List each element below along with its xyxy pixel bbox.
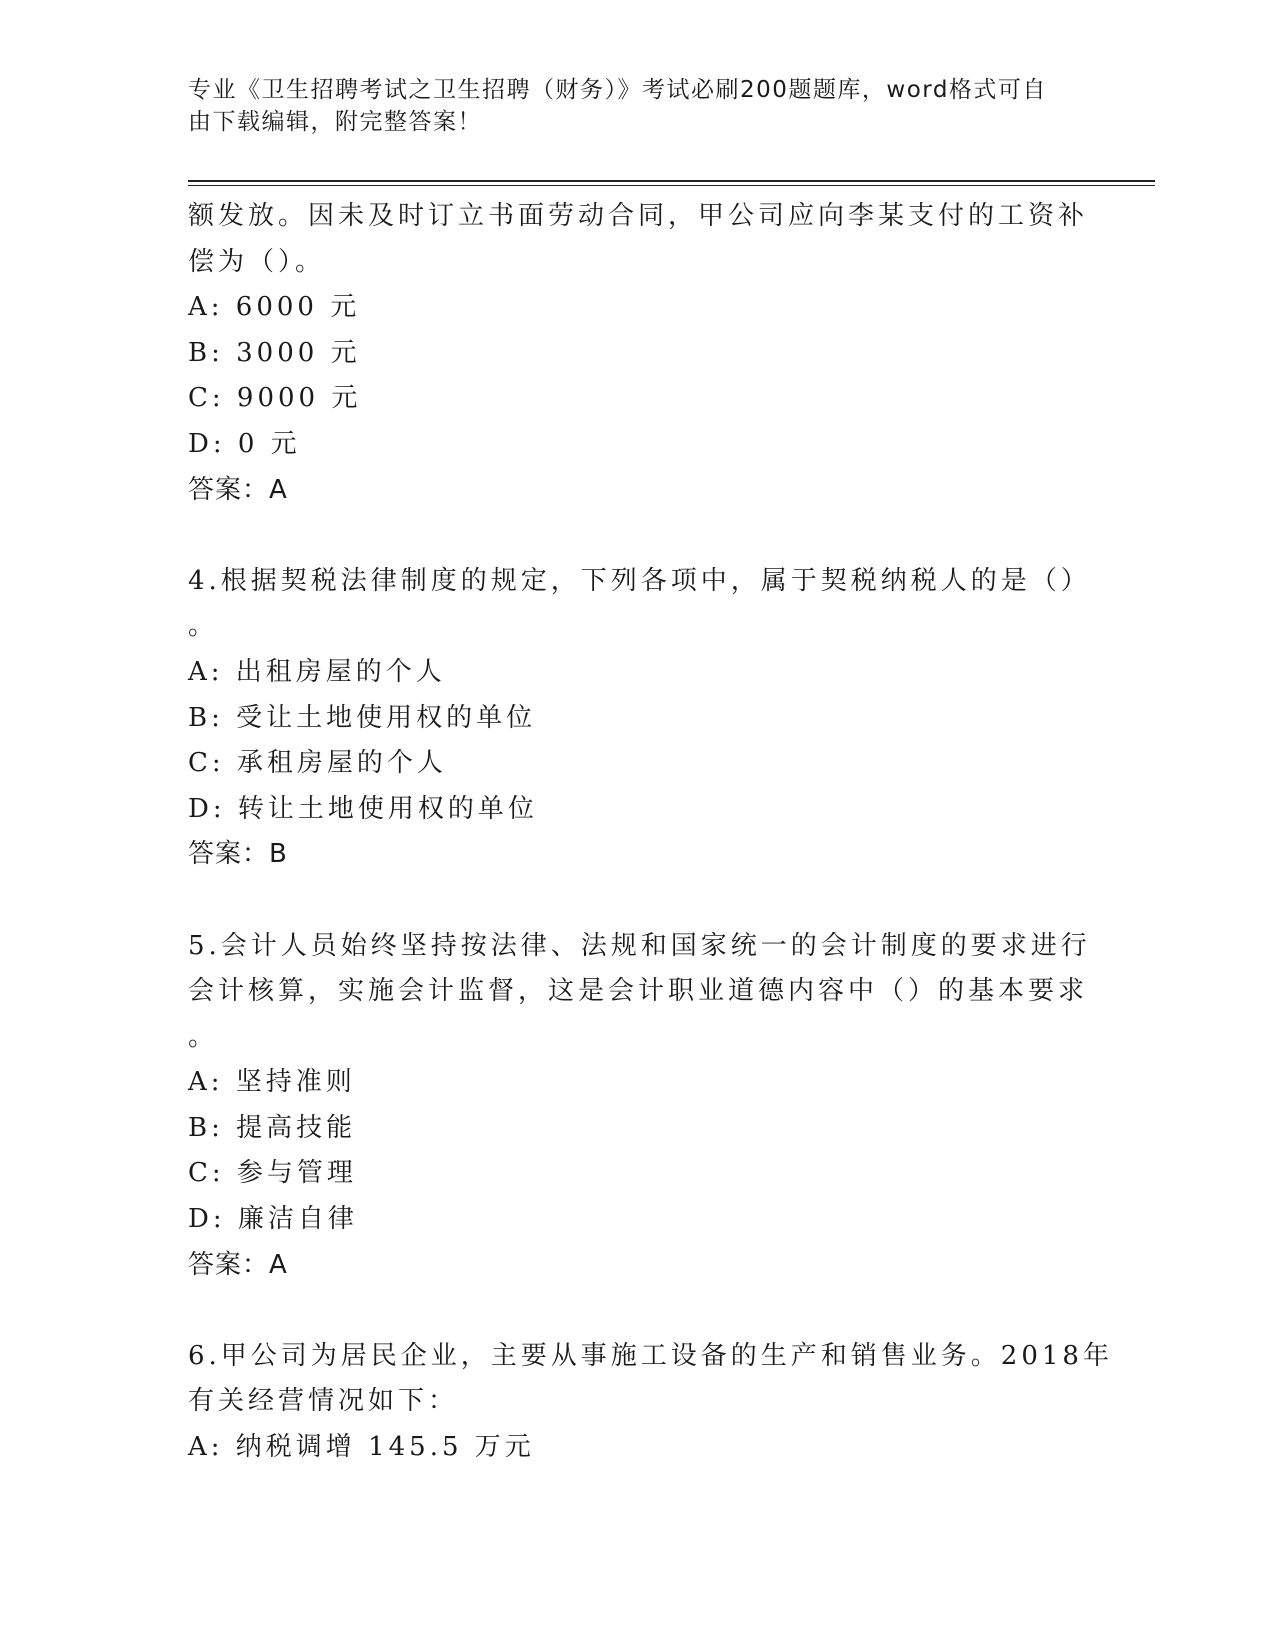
option-b: B: 3000 元 bbox=[188, 337, 361, 368]
header-divider-thin bbox=[188, 185, 1155, 186]
spacer bbox=[188, 1288, 1068, 1334]
option-c: C: 参与管理 bbox=[188, 1158, 357, 1189]
question-stem: 会计核算，实施会计监督，这是会计职业道德内容中（）的基本要求 bbox=[188, 976, 1089, 1007]
question-stem: 。 bbox=[188, 1021, 219, 1052]
question-stem: 额发放。因未及时订立书面劳动合同，甲公司应向李某支付的工资补 bbox=[188, 201, 1089, 231]
option-d: D: 0 元 bbox=[188, 428, 301, 459]
option-a: A: 坚持准则 bbox=[188, 1067, 356, 1098]
question-stem: 。 bbox=[188, 611, 219, 642]
option-a: A: 6000 元 bbox=[188, 292, 361, 323]
option-d: D: 廉洁自律 bbox=[188, 1204, 358, 1235]
header-line-1: 专业《卫生招聘考试之卫生招聘（财务）》考试必刷200题题库，word格式可自 bbox=[188, 77, 1047, 103]
option-c: C: 9000 元 bbox=[188, 383, 362, 414]
answer-line: 答案：A bbox=[188, 1249, 288, 1280]
question-6 bbox=[188, 1334, 1113, 1471]
option-d: D: 转让土地使用权的单位 bbox=[188, 793, 538, 824]
option-b: B: 受让土地使用权的单位 bbox=[188, 702, 537, 733]
answer-line: 答案：A bbox=[188, 474, 288, 505]
option-a: A: 出租房屋的个人 bbox=[188, 656, 446, 687]
option-a: A: 纳税调增 145.5 万元 bbox=[188, 1432, 535, 1463]
question-stem: 偿为（）。 bbox=[188, 246, 326, 277]
header-divider-thick bbox=[188, 180, 1155, 182]
header-line-2: 由下载编辑，附完整答案！ bbox=[188, 109, 482, 135]
spacer bbox=[188, 878, 1068, 924]
document-header bbox=[188, 74, 1068, 138]
option-b: B: 提高技能 bbox=[188, 1112, 357, 1143]
question-stem: 6.甲公司为居民企业，主要从事施工设备的生产和销售业务。2018年 bbox=[188, 1340, 1113, 1371]
option-c: C: 承租房屋的个人 bbox=[188, 748, 447, 779]
question-5 bbox=[188, 924, 1091, 1289]
question-3 bbox=[188, 194, 1089, 513]
spacer bbox=[188, 513, 1068, 559]
answer-line: 答案：B bbox=[188, 839, 288, 870]
question-stem: 有关经营情况如下： bbox=[188, 1386, 459, 1417]
question-stem: 4.根据契税法律制度的规定，下列各项中，属于契税纳税人的是（） bbox=[188, 565, 1091, 596]
question-4 bbox=[188, 559, 1091, 878]
question-stem: 5.会计人员始终坚持按法律、法规和国家统一的会计制度的要求进行 bbox=[188, 930, 1091, 961]
question-list bbox=[188, 194, 1113, 1471]
